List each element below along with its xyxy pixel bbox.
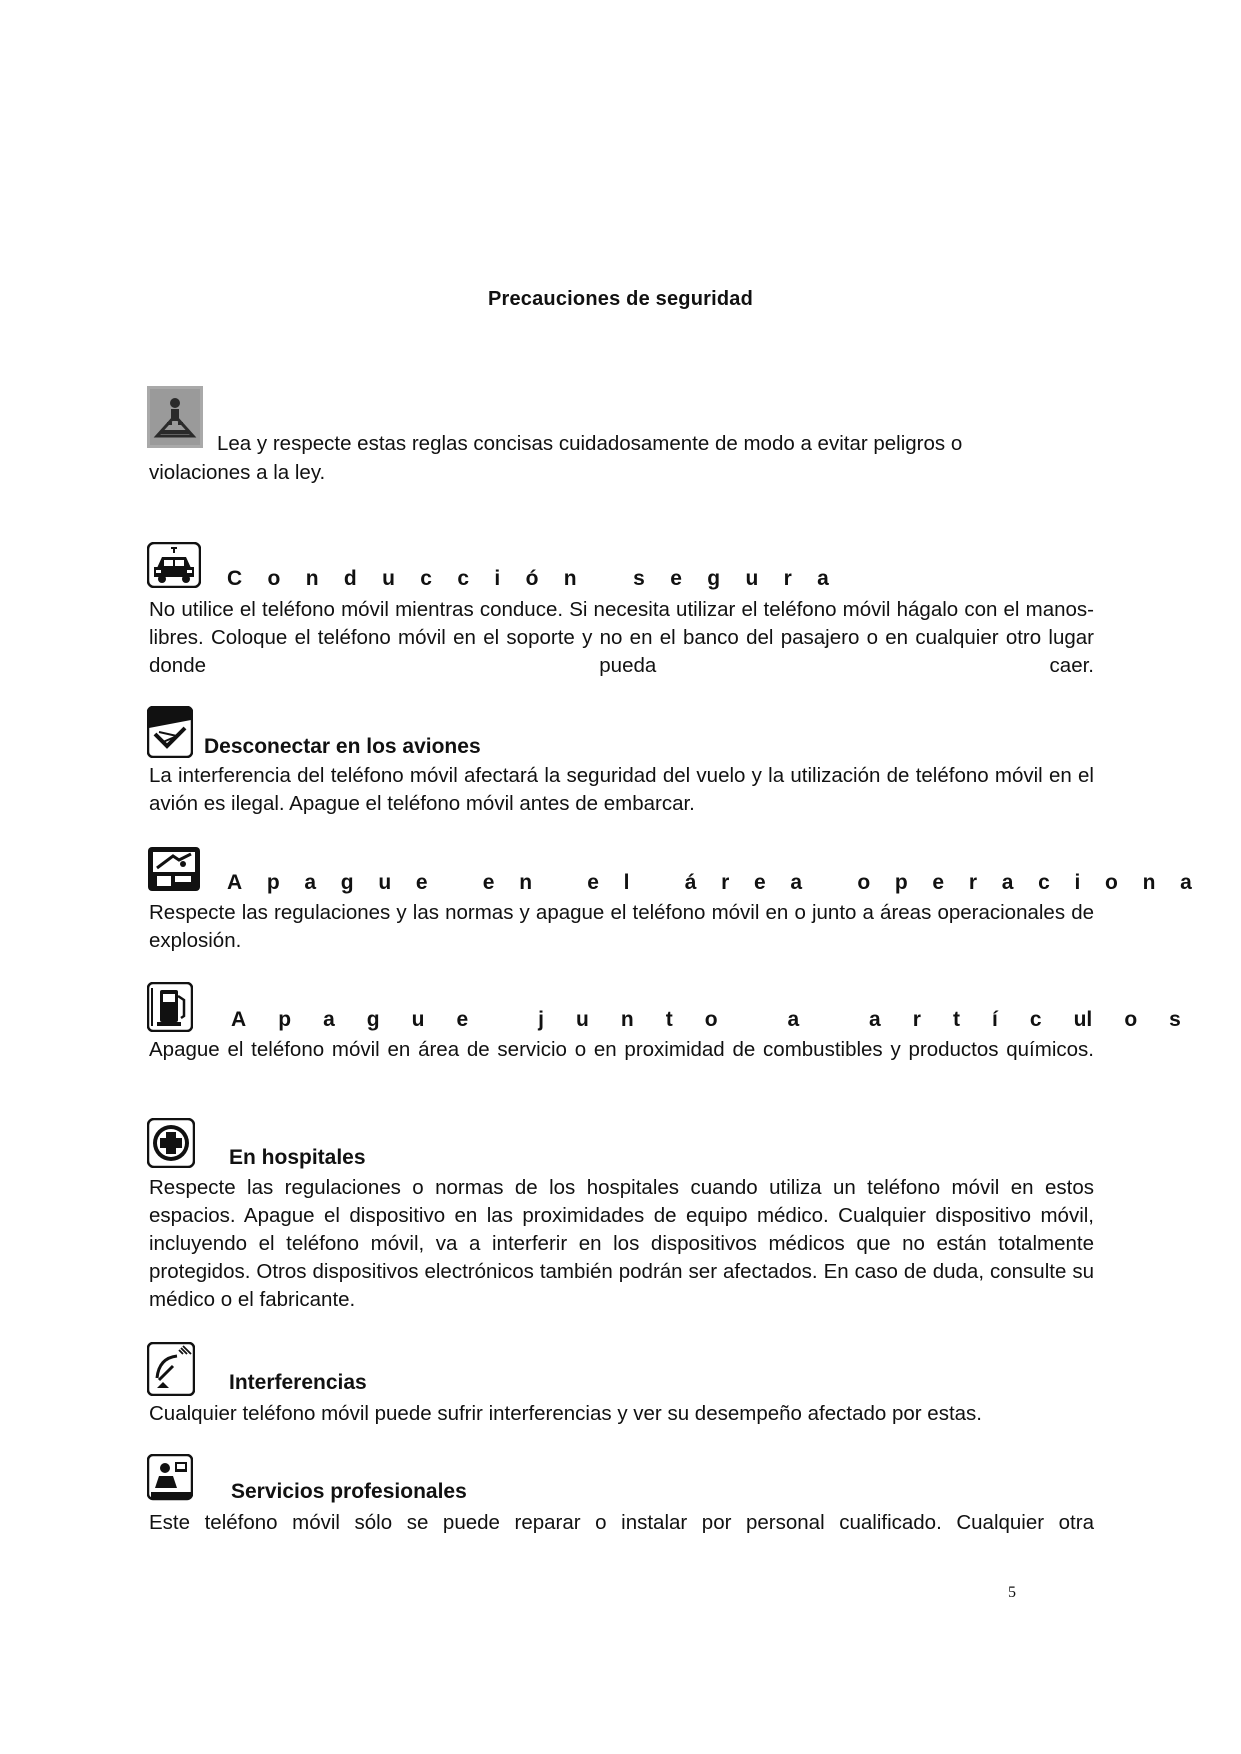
heading-letter: u <box>575 1008 589 1031</box>
section-body-fuel: Apague el teléfono móvil en área de servicio o en proximidad de combustibles y productos químicos. <box>149 1038 1094 1061</box>
heading-letter: a <box>1001 871 1014 894</box>
heading-letter: n <box>519 871 533 894</box>
heading-letter: ó <box>525 567 539 590</box>
intro-text-inline: Lea y respecte estas reglas concisas cuidadosamente de modo a evitar peligros o <box>217 432 963 455</box>
heading-letter: n <box>305 567 319 590</box>
heading-letter: e <box>587 871 599 894</box>
heading-letter: u <box>382 567 395 590</box>
heading-letter <box>500 1008 506 1032</box>
warning-person-icon <box>147 386 203 448</box>
section-body-airplanes: La interferencia del teléfono móvil afectará la seguridad del vuelo y la utilización de teléfono móvil en el avión es ilegal. Apague el teléfono móvil antes de embarcar. <box>149 764 1094 815</box>
heading-letter: d <box>343 567 357 590</box>
section-heading-service: Servicios profesionales <box>231 1480 467 1503</box>
heading-letter: p <box>894 871 908 894</box>
heading-letter: c <box>1029 1008 1042 1031</box>
heading-letter: n <box>563 567 577 590</box>
heading-letter: e <box>670 567 682 590</box>
heading-letter <box>831 1008 837 1032</box>
heading-letter: t <box>952 1008 960 1031</box>
heading-fuel-letters <box>231 1008 1181 1032</box>
heading-letter: c <box>457 567 470 590</box>
heading-letter <box>452 871 458 895</box>
heading-letter: o <box>704 1008 718 1031</box>
heading-letter <box>654 871 660 895</box>
heading-letter: á <box>684 871 697 894</box>
heading-letter <box>827 871 833 895</box>
heading-letter: e <box>415 871 428 894</box>
heading-letter: A <box>227 871 243 894</box>
heading-letter: r <box>968 871 977 894</box>
heading-letter: u <box>378 871 392 894</box>
heading-letter: í <box>992 1008 998 1031</box>
heading-letter: g <box>366 1008 380 1031</box>
section-heading-blasting <box>227 871 1192 895</box>
heading-letter: u <box>745 567 759 590</box>
heading-letter <box>750 1008 756 1032</box>
heading-letter <box>557 871 563 895</box>
heading-letter: g <box>707 567 721 590</box>
heading-driving-letters <box>227 567 829 591</box>
heading-letter: i <box>1074 871 1081 894</box>
heading-letter: c <box>1038 871 1050 894</box>
section-heading-driving <box>227 567 829 591</box>
heading-letter: e <box>932 871 945 894</box>
heading-letter: s <box>633 567 645 590</box>
heading-letter: c <box>420 567 432 590</box>
car-icon <box>147 542 201 588</box>
section-heading-hospitals: En hospitales <box>229 1146 366 1169</box>
heading-letter: a <box>817 567 829 590</box>
section-body-hospitals: Respecte las regulaciones o normas de los hospitales cuando utiliza un teléfono móvil en estos espacios. Apague el dispositivo en las proximidades de equipo médico. Cualquier dispositivo móvil, incluyendo el teléfono móvil, va a interferir en los dispositivos médicos que no están totalmente protegidos. Otros dispositivos electrónicos también podrán ser afectados. En caso de duda, consulte su médico o el fabricante. <box>149 1176 1094 1311</box>
heading-letter: o <box>1124 1008 1138 1031</box>
heading-letter: a <box>869 1008 881 1031</box>
heading-letter: g <box>340 871 354 894</box>
heading-letter: p <box>278 1008 292 1031</box>
medical-cross-icon <box>147 1118 195 1168</box>
heading-letter: i <box>494 567 501 590</box>
heading-letter: t <box>665 1008 673 1031</box>
heading-letter: a <box>304 871 317 894</box>
heading-letter: o <box>267 567 281 590</box>
heading-letter: a <box>787 1008 800 1031</box>
heading-letter: l <box>623 871 630 894</box>
intro-text-rest: violaciones a la ley. <box>149 461 326 484</box>
service-technician-icon <box>147 1454 193 1502</box>
fuel-pump-icon <box>147 982 193 1032</box>
heading-letter: a <box>790 871 803 894</box>
heading-letter: u <box>411 1008 425 1031</box>
heading-letter: o <box>857 871 871 894</box>
section-heading-fuel <box>231 1008 1181 1032</box>
heading-letter: e <box>456 1008 469 1031</box>
section-body-driving: No utilice el teléfono móvil mientras conduce. Si necesita utilizar el teléfono móvil hágalo con el manos-libres. Coloque el teléfono móvil en el soporte y no en el banco del pasajero o en cualquier otro lugar donde pueda caer. <box>149 598 1094 677</box>
heading-letter: a <box>1180 871 1192 894</box>
heading-letter: r <box>783 567 792 590</box>
page-number: 5 <box>1008 1584 1016 1601</box>
heading-letter: n <box>620 1008 634 1031</box>
section-body-interference: Cualquier teléfono móvil puede sufrir interferencias y ver su desempeño afectado por estas. <box>149 1402 982 1425</box>
heading-letter: a <box>323 1008 335 1031</box>
heading-letter: s <box>1169 1008 1181 1031</box>
heading-letter: p <box>266 871 280 894</box>
antenna-dish-icon <box>147 1342 195 1396</box>
heading-letter: e <box>482 871 495 894</box>
page-title: Precauciones de seguridad <box>487 288 754 310</box>
heading-letter <box>602 567 608 591</box>
blasting-icon <box>147 846 201 892</box>
heading-letter: ul <box>1073 1008 1093 1031</box>
section-heading-airplanes: Desconectar en los aviones <box>204 735 481 758</box>
heading-letter: n <box>1142 871 1156 894</box>
section-body-service: Este teléfono móvil sólo se puede reparar o instalar por personal cualificado. Cualquier otra <box>149 1511 1094 1534</box>
section-heading-interference: Interferencias <box>229 1371 367 1394</box>
heading-letter: A <box>231 1008 247 1031</box>
heading-letter: e <box>754 871 766 894</box>
heading-letter: j <box>538 1008 544 1031</box>
heading-blasting-letters <box>227 871 1192 895</box>
section-body-blasting: Respecte las regulaciones y las normas y apague el teléfono móvil en o junto a áreas operacionales de explosión. <box>149 901 1094 952</box>
heading-letter: C <box>227 567 243 590</box>
heading-letter: r <box>912 1008 921 1031</box>
airplane-icon <box>147 706 193 758</box>
heading-letter: r <box>721 871 730 894</box>
heading-letter: o <box>1105 871 1118 894</box>
